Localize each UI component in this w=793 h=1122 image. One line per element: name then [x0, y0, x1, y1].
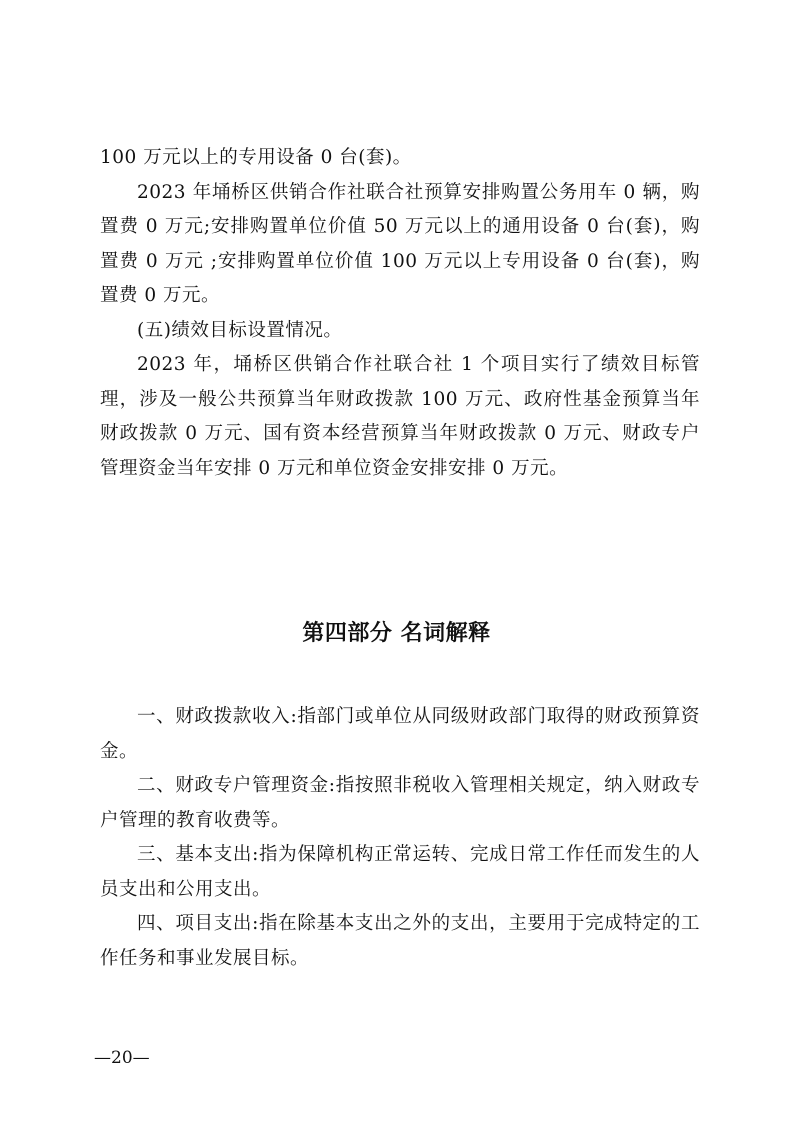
paragraph-performance-goals: 2023 年，埇桥区供销合作社联合社 1 个项目实行了绩效目标管理，涉及一般公共预算当年财政拨款 100 万元、政府性基金预算当年财政拨款 0 万元、国有资本经营预算当年财政拨款 0 万元、财政专户管理资金当年安排 0 万元和单位资金安排安排 0 万元。: [100, 354, 700, 479]
body-section-budget: [100, 141, 700, 486]
glossary-item-special-account: 二、财政专户管理资金:指按照非税收入管理相关规定，纳入财政专户管理的教育收费等。: [100, 775, 700, 831]
glossary-section: [100, 700, 700, 976]
glossary-item-project-expenditure: 四、项目支出:指在除基本支出之外的支出，主要用于完成特定的工作任务和事业发展目标。: [100, 913, 700, 969]
section-title: 第四部分 名词解释: [302, 621, 491, 646]
glossary-item-basic-expenditure: 三、基本支出:指为保障机构正常运转、完成日常工作任而发生的人员支出和公用支出。: [100, 844, 700, 900]
paragraph-vehicle-purchase: 2023 年埇桥区供销合作社联合社预算安排购置公务用车 0 辆，购置费 0 万元;安排购置单位价值 50 万元以上的通用设备 0 台(套)，购置费 0 万元 ;安排购置单位价值 100 万元以上专用设备 0 台(套)，购置费 0 万元。: [100, 181, 700, 306]
paragraph-special-equipment: 100 万元以上的专用设备 0 台(套)。: [100, 147, 412, 168]
glossary-item-fiscal-appropriation: 一、财政拨款收入:指部门或单位从同级财政部门取得的财政预算资金。: [100, 706, 700, 762]
page-number: —20—: [94, 1048, 150, 1068]
paragraph-performance-heading: (五)绩效目标设置情况。: [137, 319, 343, 341]
